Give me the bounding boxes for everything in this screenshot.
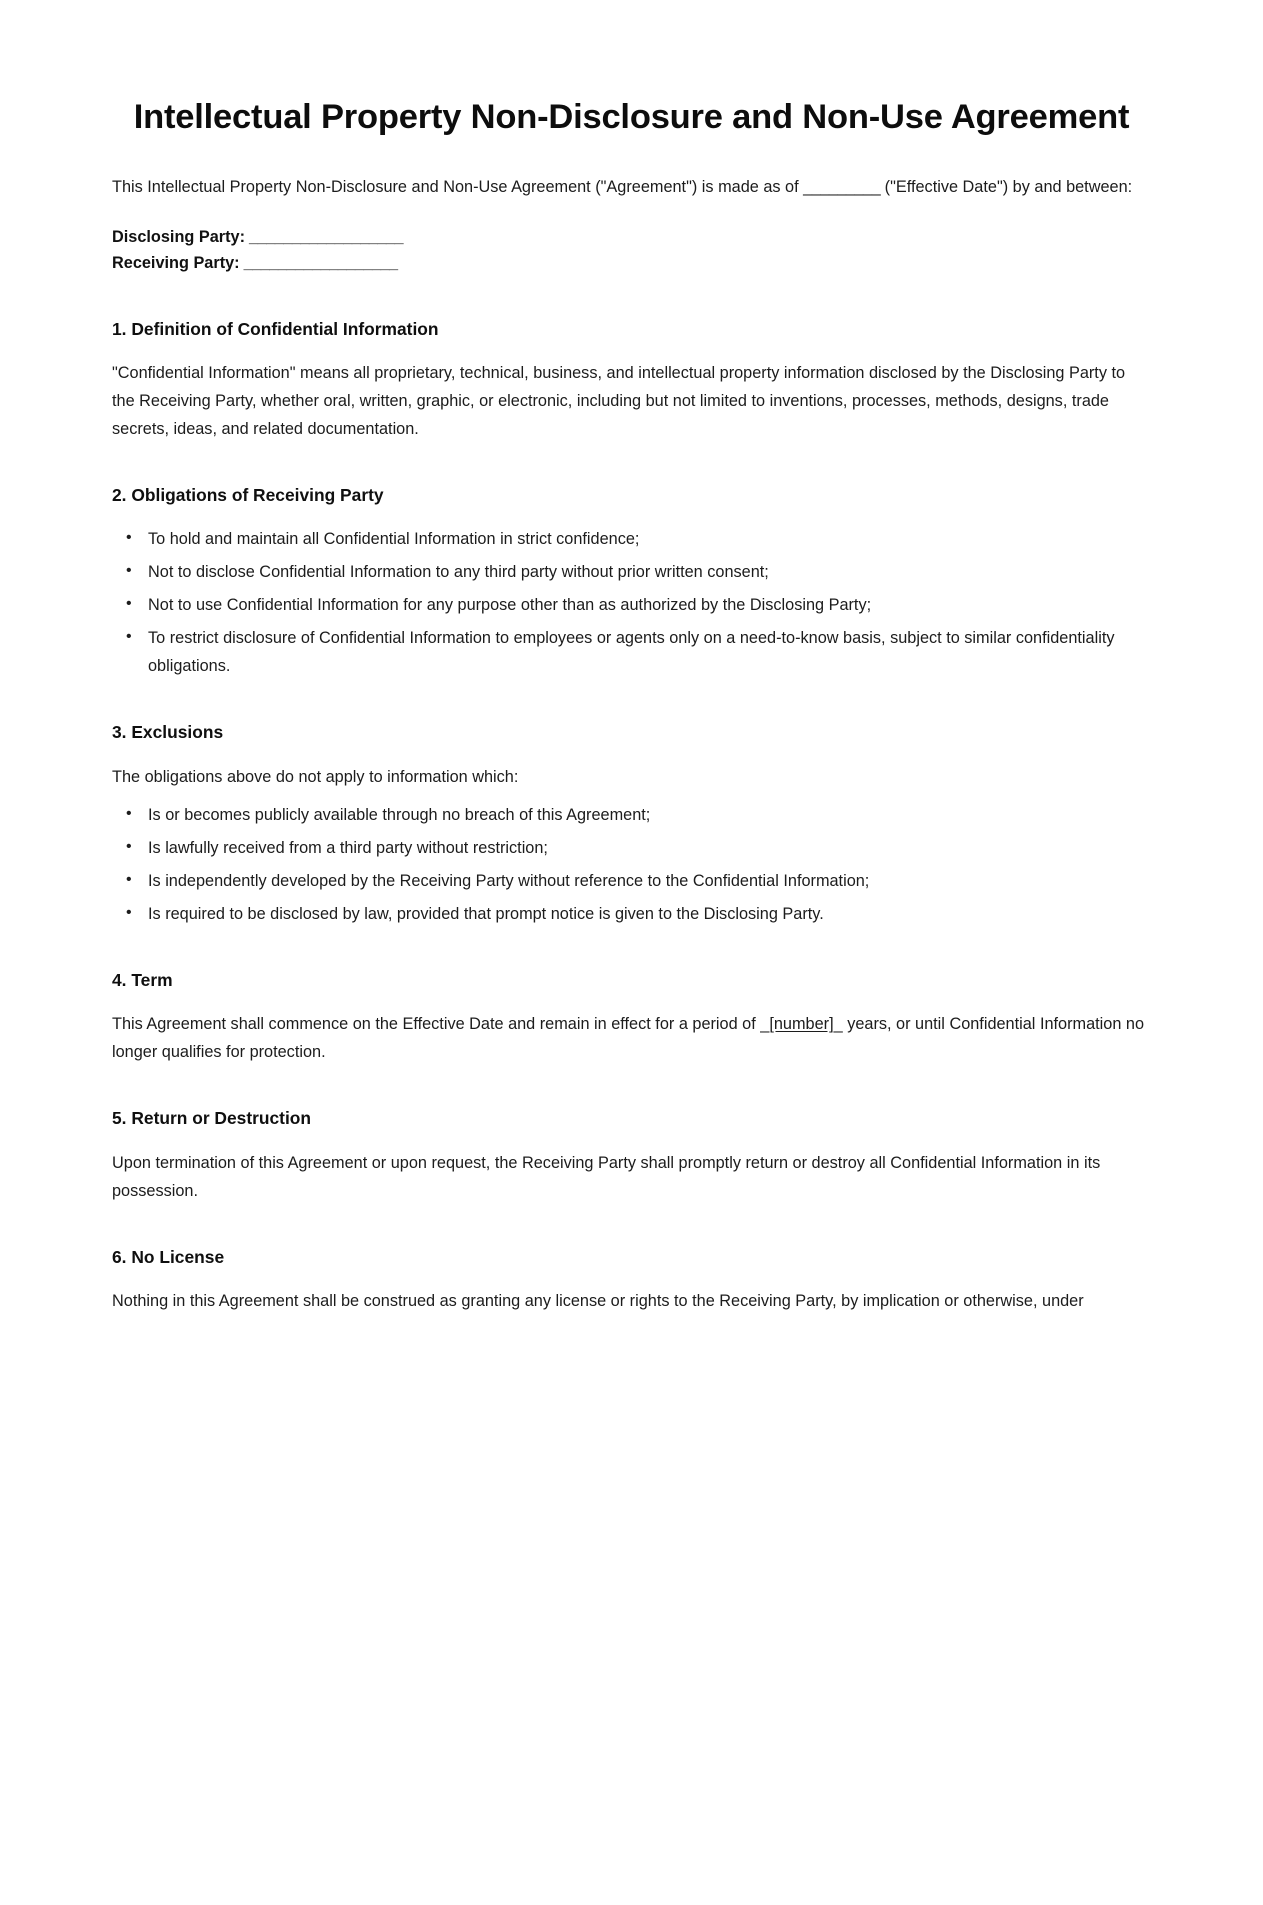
section-3-paragraph: The obligations above do not apply to information which: [112, 767, 519, 786]
section-5-paragraph: Upon termination of this Agreement or upon request, the Receiving Party shall promptly return or destroy all Confidential Information in its possession. [112, 1153, 1101, 1200]
section-heading-2: 2. Obligations of Receiving Party [112, 485, 384, 506]
list-item: • Is required to be disclosed by law, provided that prompt notice is given to the Disclosing Party. [146, 900, 1151, 928]
section-3-bullet-list [112, 801, 1151, 928]
disclosing-party-blank: __________________ [245, 228, 404, 247]
section-heading-1: 1. Definition of Confidential Information [112, 318, 439, 339]
section-4-paragraph [112, 1010, 1151, 1066]
list-item: • Is or becomes publicly available through no breach of this Agreement; [146, 801, 1151, 829]
term-text-part2: _ years, or until Confidential Information no longer qualifies for protection. [112, 1015, 1145, 1062]
disclosing-party-line [112, 225, 1151, 251]
section-6-paragraph: Nothing in this Agreement shall be construed as granting any license or rights to the Receiving Party, by implication or otherwise, under [112, 1292, 1084, 1311]
effective-date-blank: _________ [803, 178, 881, 197]
list-item: • To hold and maintain all Confidential Information in strict confidence; [146, 525, 1151, 553]
receiving-party-label: Receiving Party: [112, 253, 240, 272]
parties-block [112, 225, 1151, 276]
receiving-party-line [112, 251, 1151, 277]
section-heading-4: 4. Term [112, 969, 173, 990]
intro-text-part2: ("Effective Date") by and between: [880, 178, 1133, 197]
page-bottom-whitespace [112, 1325, 1151, 1845]
term-text-part1: This Agreement shall commence on the Effective Date and remain in effect for a period of _ [112, 1015, 770, 1034]
intro-paragraph [112, 173, 1151, 201]
list-item: • Is independently developed by the Receiving Party without reference to the Confidential Information; [146, 867, 1151, 895]
list-item: • Not to use Confidential Information for any purpose other than as authorized by the Disclosing Party; [146, 591, 1151, 619]
section-2-bullet-list [112, 525, 1151, 680]
section-heading-5: 5. Return or Destruction [112, 1108, 312, 1129]
section-1-paragraph: "Confidential Information" means all proprietary, technical, business, and intellectual property information disclosed by the Disclosing Party to the Receiving Party, whether oral, written, graphic, or electronic, including but not limited to inventions, processes, methods, designs, trade secrets, ideas, and related documentation. [112, 363, 1126, 438]
section-heading-6: 6. No License [112, 1246, 225, 1267]
list-item: • Is lawfully received from a third party without restriction; [146, 834, 1151, 862]
list-item: • To restrict disclosure of Confidential Information to employees or agents only on a need-to-know basis, subject to similar confidentiality obligations. [146, 624, 1151, 680]
section-heading-3: 3. Exclusions [112, 722, 224, 743]
disclosing-party-label: Disclosing Party: [112, 228, 246, 247]
list-item: • Not to disclose Confidential Information to any third party without prior written consent; [146, 558, 1151, 586]
intro-text-part1: This Intellectual Property Non-Disclosure and Non-Use Agreement ("Agreement") is made as of [112, 178, 804, 197]
receiving-party-blank: __________________ [239, 253, 398, 272]
term-number-placeholder: [number] [769, 1015, 834, 1034]
page-title: Intellectual Property Non-Disclosure and Non-Use Agreement [133, 98, 1130, 136]
